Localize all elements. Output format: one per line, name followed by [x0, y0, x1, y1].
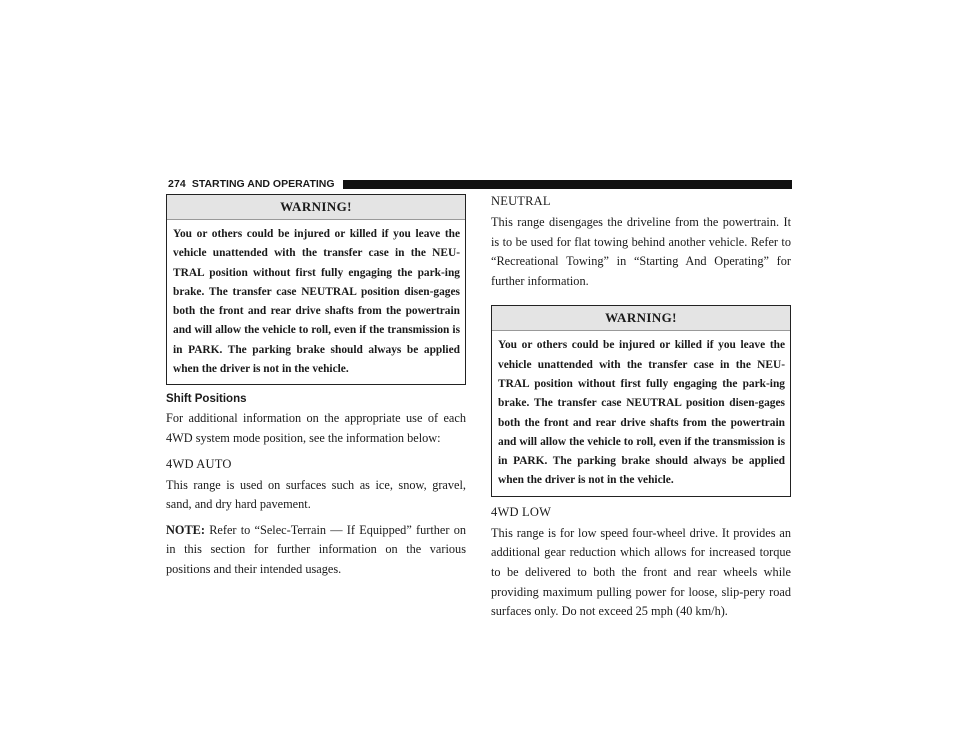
neutral-paragraph: This range disengages the driveline from the powertrain. It is to be used for flat towing behind another vehicle. Refer to “Recreational Towing” in “Starting And Operating” for further information. — [491, 215, 791, 288]
note-text: Refer to “Selec-Terrain — If Equipped” further on in this section for further information on the various positions and their intended usages. — [166, 522, 466, 576]
section-title: STARTING AND OPERATING — [191, 178, 335, 190]
4wd-auto-paragraph: This range is used on surfaces such as ice, snow, gravel, sand, and dry hard pavement. — [166, 477, 466, 512]
warning-text: You or others could be injured or killed if you leave the vehicle unattended with the transfer case in the NEU-TRAL position without first fully engaging the park-ing brake. The transfer case NEUTRAL position disen-gages both the front and rear drive shafts from the powertrain and will allow the vehicle to roll, even if the transmission is in PARK. The parking brake should always be applied when the driver is not in the vehicle. — [173, 228, 460, 376]
warning-text: You or others could be injured or killed if you leave the vehicle unattended with the transfer case in the NEU-TRAL position without first fully engaging the park-ing brake. The transfer case NEUTRAL position disen-gages both the front and rear drive shafts from the powertrain and will allow the vehicle to roll, even if the transmission is in PARK. The parking brake should always be applied when the driver is not in the vehicle. — [498, 339, 785, 487]
left-column — [166, 194, 466, 580]
shift-positions-heading: Shift Positions — [166, 393, 247, 406]
header-rule — [343, 180, 792, 189]
warning-title: WARNING! — [492, 306, 790, 331]
page-header — [168, 176, 792, 192]
page-number: 274 — [168, 178, 186, 190]
warning-title: WARNING! — [167, 195, 465, 220]
4wd-auto-heading: 4WD AUTO — [166, 456, 232, 471]
neutral-heading: NEUTRAL — [491, 194, 551, 208]
4wd-low-paragraph: This range is for low speed four-wheel drive. It provides an additional gear reduction which allows for increased torque to be delivered to both the front and rear wheels while providing maximum pulling power for loose, slip-pery road surfaces only. Do not exceed 25 mph (40 km/h). — [491, 525, 791, 619]
warning-box-right — [491, 305, 791, 496]
note-paragraph — [166, 521, 466, 580]
warning-box-left — [166, 194, 466, 385]
note-label: NOTE: — [166, 522, 205, 537]
4wd-low-heading: 4WD LOW — [491, 504, 552, 519]
shift-intro-paragraph: For additional information on the appropriate use of each 4WD system mode position, see the information below: — [166, 411, 466, 445]
right-column — [491, 194, 791, 622]
